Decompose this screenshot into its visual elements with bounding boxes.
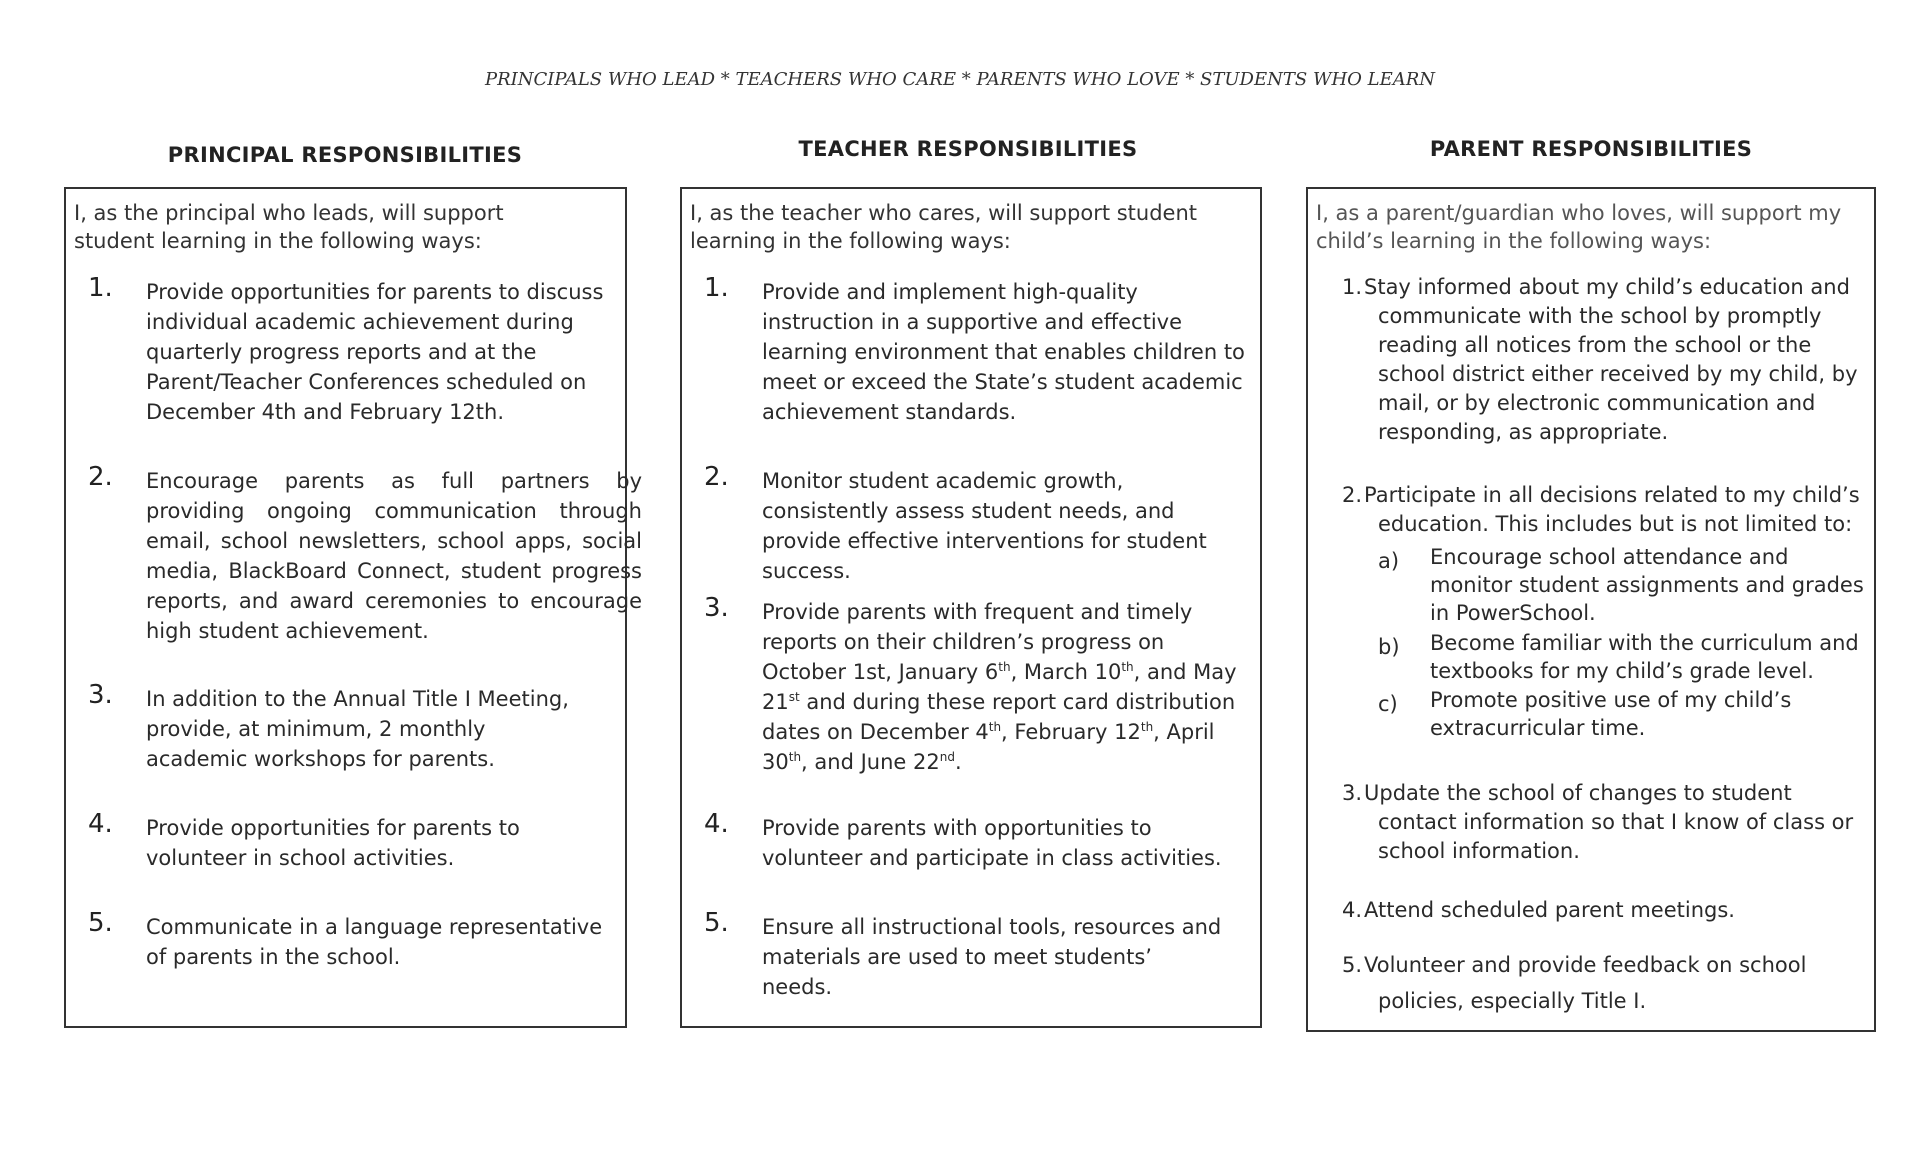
- item-number: 1.: [704, 273, 729, 303]
- item-number: 3.: [88, 680, 113, 710]
- principal-intro: I, as the principal who leads, will support student learning in the following ways:: [74, 201, 504, 253]
- list-item: [1342, 481, 1864, 539]
- ordinal-suffix: nd: [939, 750, 955, 764]
- sub-item-text: Encourage school attendance and monitor student assignments and grades in PowerSchool.: [1430, 545, 1864, 625]
- item-number: 4.: [1342, 898, 1363, 922]
- item-number: 2.: [88, 462, 113, 492]
- item-text: Participate in all decisions related to my child’s education. This includes but is not limited to:: [1364, 483, 1860, 536]
- item-number: 3.: [704, 593, 729, 623]
- parent-intro: I, as a parent/guardian who loves, will support my child’s learning in the following ways:: [1316, 201, 1842, 253]
- list-item: [1342, 273, 1864, 447]
- ordinal-suffix: th: [998, 660, 1011, 674]
- principal-box: [64, 187, 642, 1028]
- item-text: Communicate in a language representative of parents in the school.: [146, 915, 603, 969]
- item-text: Attend scheduled parent meetings.: [1364, 898, 1735, 922]
- principal-title: PRINCIPAL RESPONSIBILITIES: [167, 143, 523, 167]
- teacher-box: [680, 187, 1262, 1028]
- list-item: [1342, 779, 1864, 866]
- item-number: 3.: [1342, 781, 1363, 805]
- item-number: 2.: [1342, 483, 1363, 507]
- list-item: [1342, 947, 1864, 1019]
- text-run: Provide parents with frequent and timely reports on their children’s progress on October 1st, January 6: [762, 600, 1193, 684]
- teacher-intro: I, as the teacher who cares, will support student learning in the following ways:: [690, 201, 1198, 253]
- item-text: Monitor student academic growth, consistently assess student needs, and provide effective interventions for student success.: [762, 469, 1207, 583]
- item-number: 1.: [88, 273, 113, 303]
- text-run: , and May 21: [762, 660, 1237, 714]
- sub-item: [1378, 543, 1864, 627]
- item-number: 1.: [1342, 275, 1363, 299]
- parent-title: PARENT RESPONSIBILITIES: [1429, 137, 1753, 161]
- item-text: Volunteer and provide feedback on school policies, especially Title I.: [1364, 953, 1807, 1013]
- ordinal-suffix: th: [1140, 720, 1154, 734]
- item-text: Provide parents with opportunities to volunteer and participate in class activities.: [762, 816, 1222, 870]
- ordinal-suffix: th: [788, 750, 802, 764]
- parent-box: [1306, 187, 1876, 1032]
- ordinal-suffix: th: [988, 720, 1002, 734]
- text-run: , April 30: [762, 720, 1215, 774]
- sub-item-label: c): [1378, 692, 1398, 716]
- item-text: [762, 597, 1254, 777]
- item-text: Encourage parents as full partners by providing ongoing communication through email, school newsletters, school apps, social media, BlackBoard Connect, student progress reports, and award ceremonies to encourage high student achievement.: [146, 469, 642, 643]
- sub-item-text: Become familiar with the curriculum and textbooks for my child’s grade level.: [1430, 631, 1859, 683]
- sub-item: [1378, 629, 1864, 685]
- ordinal-suffix: th: [1121, 660, 1134, 674]
- item-number: 5.: [1342, 953, 1363, 977]
- item-number: 5.: [704, 908, 729, 938]
- item-text: Provide opportunities for parents to volunteer in school activities.: [146, 816, 520, 870]
- text-run: and during these report card distribution dates on December 4: [762, 690, 1236, 744]
- item-text: In addition to the Annual Title I Meeting, provide, at minimum, 2 monthly academic workshops for parents.: [146, 687, 569, 771]
- sub-item: [1378, 686, 1864, 742]
- sub-item-label: b): [1378, 635, 1400, 659]
- motto-banner: PRINCIPALS WHO LEAD * TEACHERS WHO CARE * PARENTS WHO LOVE * STUDENTS WHO LEARN: [484, 69, 1436, 90]
- sub-item-label: a): [1378, 549, 1400, 573]
- item-text: Stay informed about my child’s education and communicate with the school by promptly reading all notices from the school or the school district either received by my child, by mail, or by electronic communication and responding, as appropriate.: [1364, 275, 1858, 444]
- text-run: , and June 22: [801, 750, 940, 774]
- text-run: , February 12: [1001, 720, 1141, 744]
- teacher-title: TEACHER RESPONSIBILITIES: [798, 137, 1138, 161]
- item-text: Update the school of changes to student contact information so that I know of class or school information.: [1364, 781, 1854, 863]
- item-number: 5.: [88, 908, 113, 938]
- text-run: .: [954, 750, 962, 774]
- ordinal-suffix: st: [788, 690, 800, 704]
- item-number: 2.: [704, 462, 729, 492]
- item-text: Provide and implement high-quality instruction in a supportive and effective learning environment that enables children to meet or exceed the State’s student academic achievement standards.: [762, 280, 1245, 424]
- item-number: 4.: [88, 809, 113, 839]
- text-run: , March 10: [1010, 660, 1122, 684]
- item-number: 4.: [704, 809, 729, 839]
- item-text: Ensure all instructional tools, resources and materials are used to meet students’ needs.: [762, 915, 1222, 999]
- sub-item-text: Promote positive use of my child’s extracurricular time.: [1430, 688, 1792, 740]
- item-text: Provide opportunities for parents to discuss individual academic achievement during quarterly progress reports and at the Parent/Teacher Conferences scheduled on December 4th and February 12th.: [146, 280, 604, 424]
- list-item: [1342, 896, 1864, 925]
